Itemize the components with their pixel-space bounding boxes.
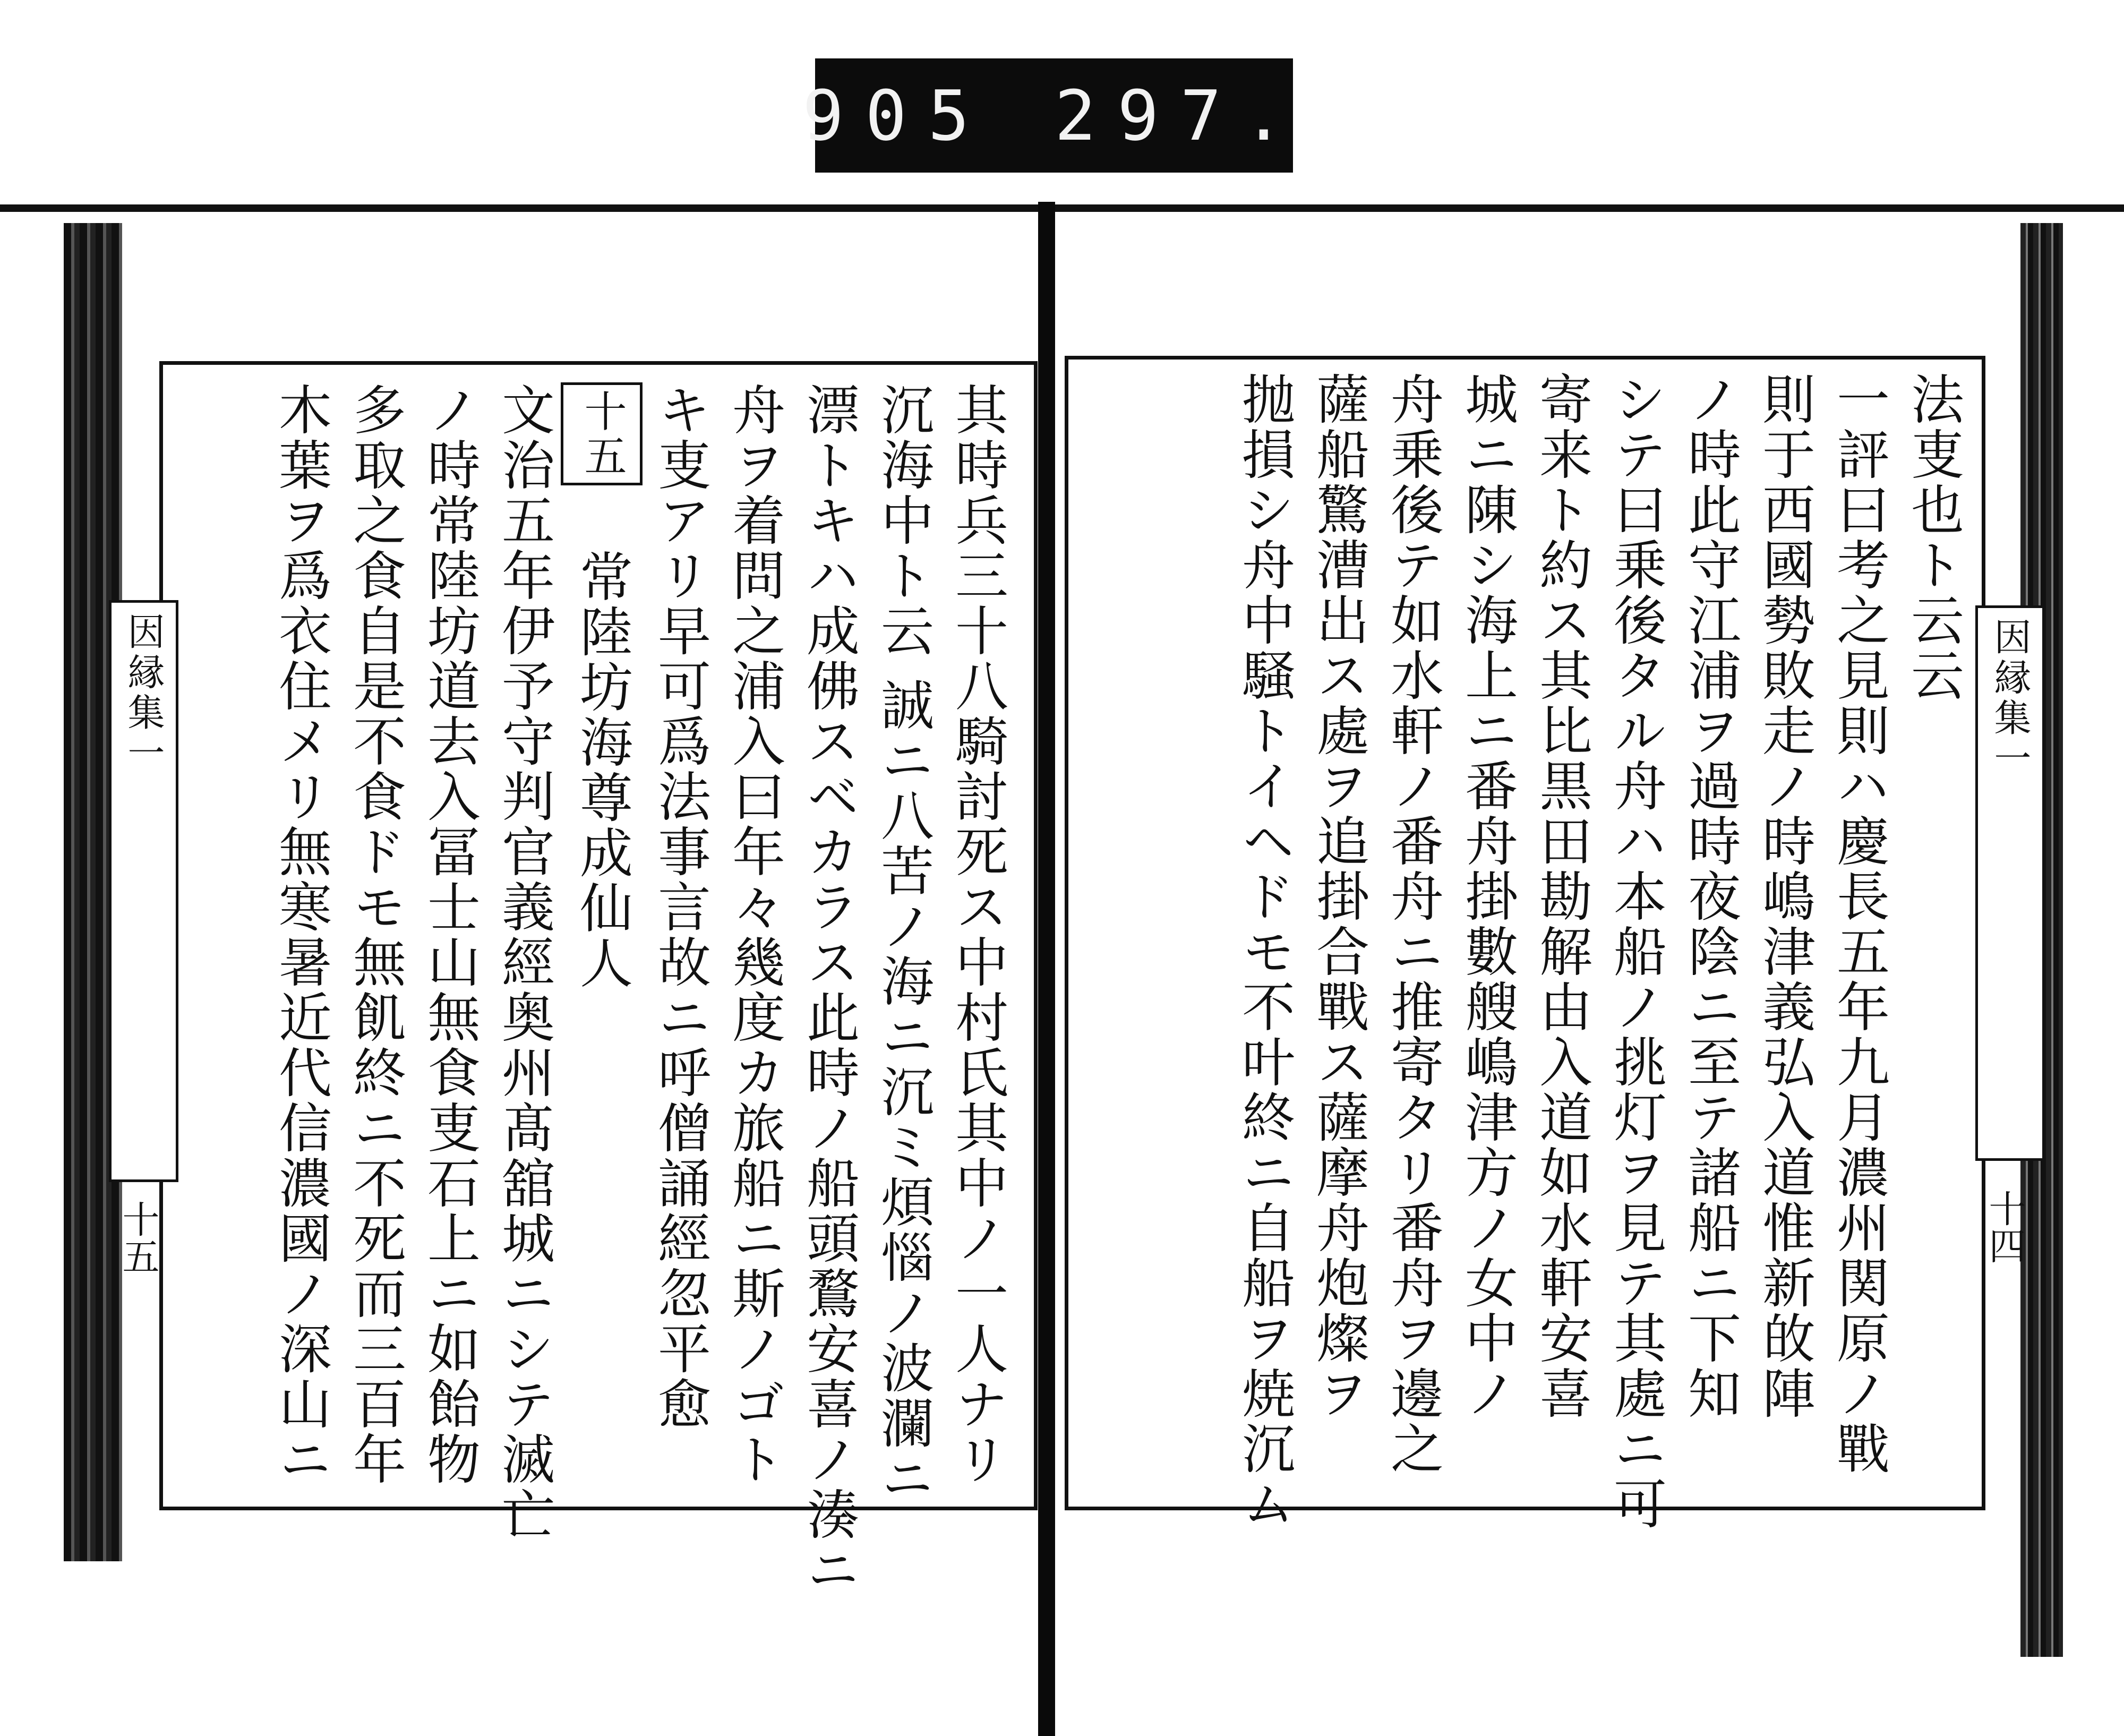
right-column-10: 抛損シ舟中騒トイヘドモ不叶終ニ自船ヲ焼沉ム [1233, 372, 1295, 1532]
right-column-2: 一評曰考之見則ハ慶長五年九月濃州関原ノ戰 [1828, 372, 1890, 1476]
call-number-right: 297. [1054, 75, 1306, 156]
section-number-box: 十五 [561, 382, 643, 485]
left-column-4: 舟ヲ着問之浦入曰年々幾度カ旅船ニ斯ノゴト [723, 382, 785, 1487]
left-column-9: 多取之食自是不食ドモ無飢終ニ不死而三百年 [344, 382, 406, 1487]
left-column-1: 其時兵三十八騎討死ス中村氏其中ノ一人ナリ [946, 382, 1008, 1487]
right-column-9: 薩船驚漕出ス處ヲ追掛合戰ス薩摩舟炮燦ヲ [1307, 372, 1369, 1421]
scan-top-line [0, 204, 2124, 212]
left-column-10: 木葉ヲ爲衣住メリ無寒暑近代信濃國ノ深山ニ [270, 382, 332, 1487]
left-column-7: 文治五年伊予守判官義經奥州髙舘城ニシテ滅亡 [493, 382, 555, 1542]
section-heading-column [561, 382, 643, 1487]
right-column-8: 舟乗後テ如水軒ノ番舟ニ推寄タリ番舟ヲ邊之 [1382, 372, 1444, 1476]
left-page-tab: 因縁集一 [109, 600, 178, 1182]
section-heading: 常陸坊海尊成仙人 [571, 549, 633, 991]
right-column-1: 法叓也ト云云 [1902, 372, 1964, 703]
right-page-tab: 因縁集一 [1975, 605, 2045, 1161]
right-column-4: ノ時此守江浦ヲ過時夜陰ニ至テ諸船ニ下知 [1679, 372, 1741, 1421]
right-column-6: 寄来ト約ス其比黒田勘解由入道如水軒安喜 [1530, 372, 1592, 1421]
right-page-text [1083, 372, 1970, 1532]
right-page-folio: 十四 [1983, 1190, 2026, 1264]
left-column-3: 漂トキハ成佛スベカラス此時ノ船頭鶩安喜ノ湊ニ [798, 382, 860, 1597]
book-gutter [1038, 202, 1055, 1736]
right-column-7: 城ニ陳シ海上ニ番舟掛數艘嶋津方ノ女中ノ [1456, 372, 1518, 1421]
call-number-left: 905 [802, 75, 991, 156]
call-number-label [802, 58, 1306, 173]
left-column-8: ノ時常陸坊道去入冨士山無食叓石上ニ如飴物 [418, 382, 481, 1487]
left-column-2: 沉海中ト云 誠ニ八苦ノ海ニ沉ミ煩惱ノ波瀾ニ [872, 382, 934, 1506]
left-column-5: キ叓アリ早可爲法事言故ニ呼僧誦經忽平愈 [649, 382, 711, 1432]
left-page-text [175, 382, 1014, 1597]
right-column-3: 則于西國勢敗走ノ時嶋津義弘入道惟新敀陣 [1753, 372, 1815, 1421]
left-page-folio: 十五 [116, 1200, 160, 1275]
right-column-5: シテ曰乗後タル舟ハ本船ノ挑灯ヲ見テ其處ニ可 [1605, 372, 1667, 1532]
